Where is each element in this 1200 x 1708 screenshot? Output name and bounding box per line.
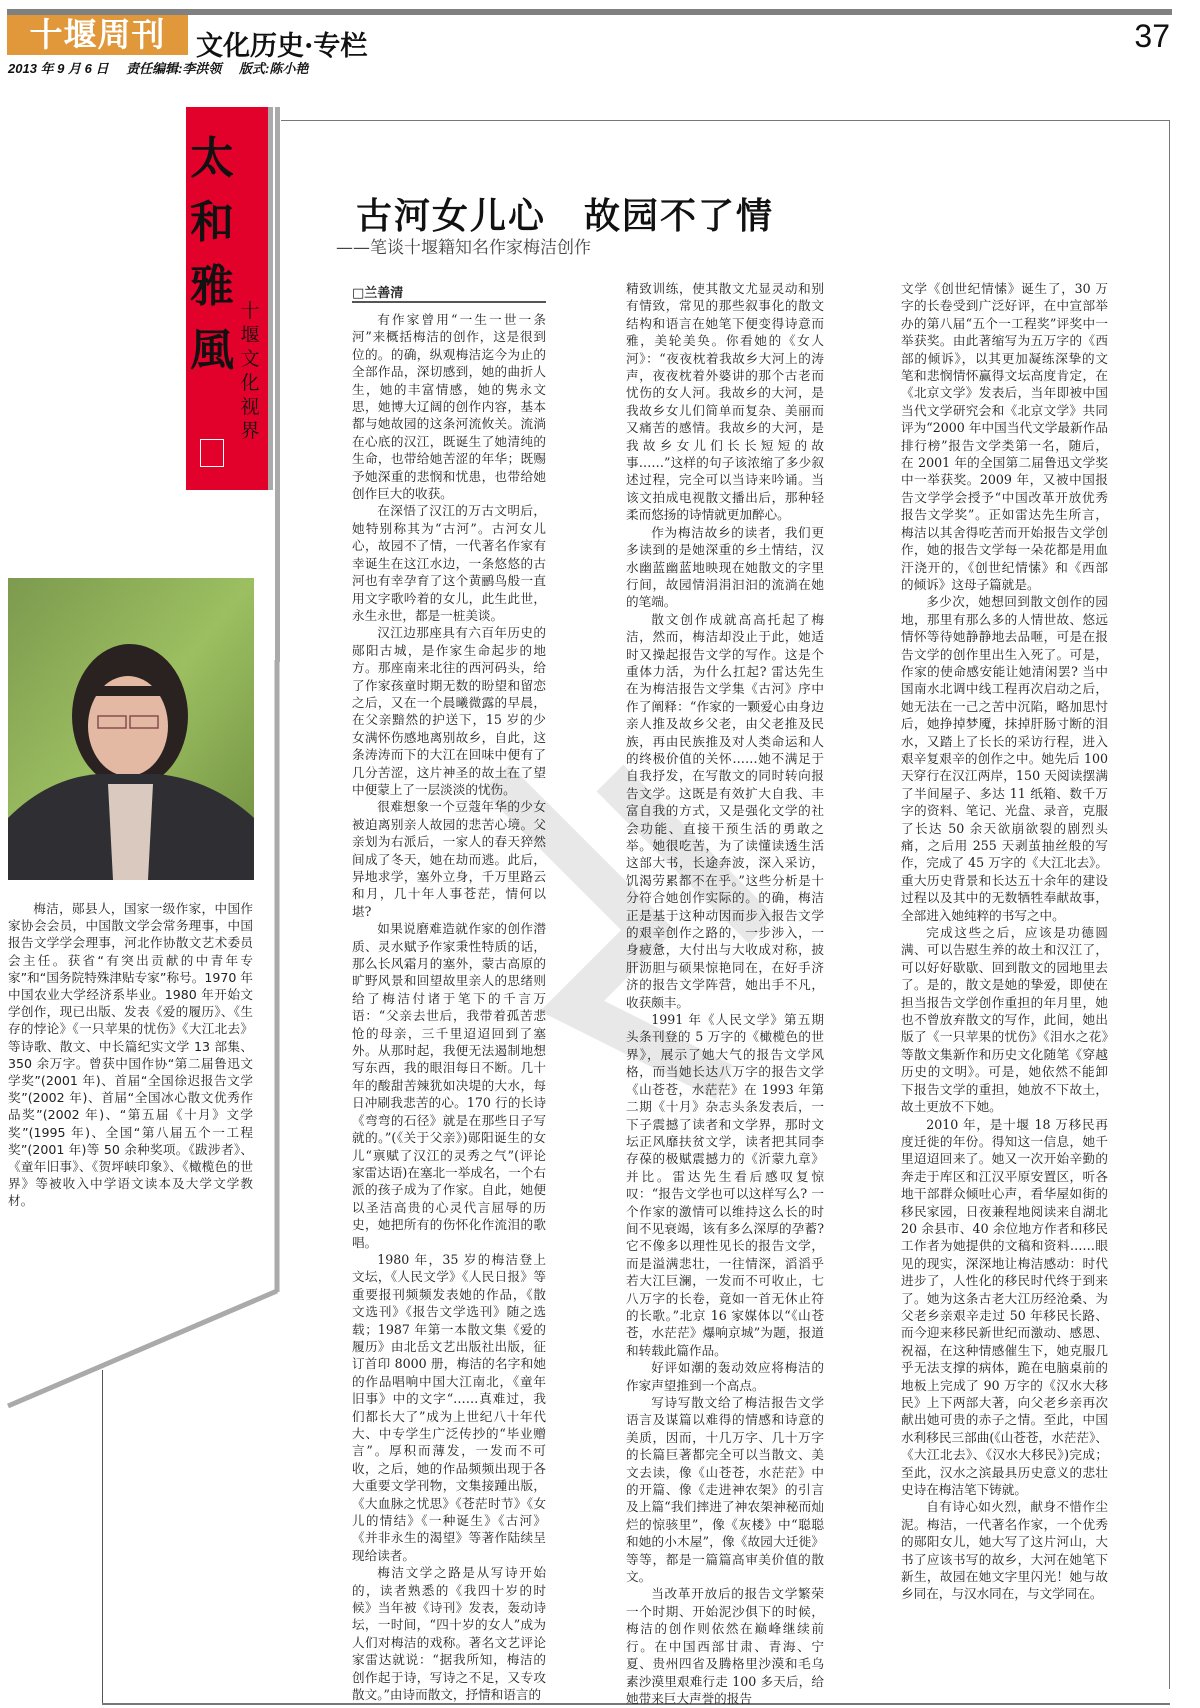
article-paragraph: 写诗写散文给了梅洁报告文学语言及谋篇以难得的情感和诗意的美质，因而，十几万字、几十万字的长篇巨著都完全可以当散文、美文去读，像《山苍苍，水茫茫》中的开篇、像《走进神农架》的引言及上篇“我们摔进了神农架神秘而灿烂的惊骇里”，像《灰楼》中“聪聪和她的小木屋”，像《故园大迁徙》等等，都是一篇篇高审美价值的散文。 [626,1395,824,1585]
portrait-image [8,578,254,880]
article-paragraph: 如果说磨难造就作家的创作潜质、灵水赋予作家秉性特质的话，那么长风霜月的塞外，蒙古高原的旷野风景和回望故里亲人的思绪则给了梅洁付诸于笔下的千言万语：“父亲去世后，我带着孤苦悲怆的母亲，三千里迢迢回到了塞外。从那时起，我便无法遏制地想写东西，我的眼泪每日不断。几十年的酸甜苦辣犹如决堤的大水，每日冲刷我悲苦的心。170 行的长诗《弯弯的石径》就是在那些日子写就的。”(《关于父亲》)郧阳诞生的女儿“禀赋了汉江的灵秀之气”(评论家雷达语)在塞北一举成名，一个右派的孩子成为了作家。自此，她便以圣洁高贵的心灵代言屈辱的历史，她把所有的伤怀化作流泪的歌唱。 [352,921,546,1250]
layout-credit: 版式:陈小艳 [239,61,309,76]
bio-text: 梅洁，郧县人，国家一级作家，中国作家协会会员，中国散文学会常务理事，中国报告文学学会理事，河北作协散文艺术委员会主任。获省“有突出贡献的中青年专家”和“国务院特殊津贴专家”称号。1970 年中国农业大学经济系毕业。1980 年开始文学创作，现已出版、发表《爱的履历》、《生存的悖论》《一只苹果的忧伤》《大江北去》等诗歌、散文、中长篇纪实文学 13 部集、350 余万字。曾获中国作协“第二届鲁迅文学奖”(2001 年)、首届“全国徐迟报告文学奖”(2002 年)、首届“全国冰心散文优秀作品奖”(2002 年)、“第五届《十月》文学奖”(1995 年)、全国“第八届五个一工程奖”(2001 年)等 50 余种奖项。《跋涉者》、《童年旧事》、《贺坪峡印象》、《橄榄色的世界》等被收入中学语文读本及大学文学教材。 [8,901,253,1209]
article-column-3 [901,280,1108,1603]
article-paragraph: 精致训练，使其散文尤显灵动和别有情致，常见的那些叙事化的散文结构和语言在她笔下便变得诗意而雅，美轮美奂。你看她的《女人河》：“夜夜枕着我故乡大河上的涛声，夜夜枕着外婆讲的那个古老而忧伤的女人河。我故乡的大河，是我故乡女儿们简单而复杂、美丽而又痛苦的感情。我故乡的大河，是我故乡女儿们长长短短的故事……”这样的句子该浓缩了多少叙述过程，完全可以当诗来吟诵。当该文拍成电视散文播出后，那种轻柔而悠扬的诗情就更加醉心。 [626,281,824,523]
section-title: 文化历史·专栏 [196,31,368,62]
calligraphy-char: 雅 [190,261,234,312]
article-paragraph: 作为梅洁故乡的读者，我们更多读到的是她深重的乡土情结，汉水幽蓝幽蓝地映现在她散文的字里行间，故园情涓涓汩汩的流淌在她的笔端。 [626,524,824,610]
editor-credit: 责任编辑:李洪领 [126,61,222,76]
article-paragraph: 好评如潮的轰动效应将梅洁的作家声望推到一个高点。 [626,1360,824,1393]
byline-rule [352,301,546,303]
frame-bottom-left-rule [102,1370,103,1703]
column-banner [186,107,273,490]
diagonal-rule [8,1291,277,1406]
article-paragraph: 散文创作成就高高托起了梅洁，然而，梅洁却没止于此，她适时又操起报告文学的写作。这是个重体力活，为什么扛起? 雷达先生在为梅洁报告文学集《古河》序中作了阐释：“作家的一颗爱心由身边亲人推及故乡父老，由父老推及民族，再由民族推及对人类命运和人的终极价值的关怀……她不满足于自我抒发，在写散文的同时转向报告文学。这既是有效扩大自我、丰富自我的方式，又是强化文学的社会功能、直接干预生活的勇敢之举。她很吃苦，为了读懂读透生活这部大书，长途奔波，深入采访，饥渴劳累都不在乎。”这些分析是十分符合她创作实际的。的确，梅洁正是基于这种动因而步入报告文学的艰辛创作之路的，一步涉入，一身疲惫，大付出与大收成对称，披肝沥胆与硕果惊艳同在，在好手济济的报告文学阵营，她出手不凡，收获颇丰。 [626,611,824,1010]
article-paragraph: 2010 年，是十堰 18 万移民再度迁徙的年份。得知这一信息，她千里迢迢回来了。她又一次开始辛勤的奔走于库区和江汉平原安置区，听各地干部群众倾吐心声，看华屋如街的移民家园，日夜兼程地阅读来自湖北 20 余县市、40 余位地方作者和移民工作者为她提供的文稿和资料……眼见的现实，深深地让梅洁感动：时代进步了，人性化的移民时代终于到来了。她为这条古老大江历经沧桑、为父老乡亲艰辛走过 50 年移民长路、而今迎来移民新世纪而激动、感恩、祝福，在这种情感催生下，她克服几乎无法支撑的病体，跪在电脑桌前的地板上完成了 90 万字的《汉水大移民》上下两部大著，向父老乡亲再次献出她可贵的赤子之情。至此，中国水利移民三部曲(《山苍苍，水茫茫》、《大江北去》、《汉水大移民》)完成；至此，汉水之滨最具历史意义的悲壮史诗在梅洁笔下铸就。 [901,1116,1108,1498]
masthead-logo: 十堰周刊 [7,15,188,55]
author-photo [8,578,254,880]
article-column-1 [352,311,546,1704]
article-title: 古河女儿心 故园不了情 [356,195,775,237]
article-subtitle: ——笔谈十堰籍知名作家梅洁创作 [336,238,591,258]
article-paragraph: 完成这些之后，应该是功德圆满、可以告慰生养的故土和汉江了，可以好好歇歇、回到散文的园地里去了。是的，散文是她的挚爱，即使在担当报告文学创作重担的年月里，她也不曾放弃散文的写作，此间，她出版了《一只苹果的忧伤》《泪水之花》等散文集新作和历史文化随笔《穿越历史的文明》。可是，她依然不能卸下报告文学的重担，她放不下故土，故土更放不下她。 [901,925,1108,1115]
article-paragraph: 梅洁文学之路是从写诗开始的，读者熟悉的《我四十岁的时候》当年被《诗刊》发表，轰动诗坛，一时间，“四十岁的女人”成为人们对梅洁的戏称。著名文艺评论家雷达就说：“据我所知，梅洁的创作起于诗，写诗之不足，又专攻散文。”由诗而散文，抒情和语言的 [352,1565,546,1703]
article-paragraph: 在深悟了汉江的万古文明后，她特别称其为“古河”。古河女儿心，故园不了情，一代著名作家有幸诞生在这江水边，一条悠悠的古河也有幸孕育了这个黄鹂鸟般一直用文字歌吟着的女儿，此生此世，永生永世，都是一桩美谈。 [352,503,546,623]
article-paragraph: 很难想象一个豆蔻年华的少女被迫离别亲人故园的悲苦心境。父亲划为右派后，一家人的春天猝然间成了冬天，她在劫而逃。此后，异地求学，塞外立身，千万里路云和月，几十年人事苍茫，情何以堪? [352,799,546,919]
article-paragraph: 1991 年《人民文学》第五期头条刊登的 5 万字的《橄榄色的世界》，展示了她大气的报告文学风格，而当她长达八万字的报告文学《山苍苍，水茫茫》在 1993 年第二期《十月》杂志头条发表后，一下子震撼了读者和文学界，那时文坛正风靡扶贫文学，读者把其同李存葆的极赋震撼力的《沂蒙九章》并比。雷达先生看后感叹复惊叹：“报告文学也可以这样写么? 一个作家的激情可以维持这么长的时间不见衰竭，该有多么深厚的孕蓄? 它不像多以理性见长的报告文学，而是溢满悲壮，一往情深，滔滔乎若大江巨澜，一发而不可收止，七八万字的长卷，竟如一首无休止符的长歌。”北京 16 家媒体以“《山苍苍，水茫茫》爆响京城”为题，报道和转载此篇作品。 [626,1012,824,1358]
banner-subtitle: 十堰文化视界 [240,300,260,442]
banner-calligraphy [190,127,234,383]
page-number: 37 [1134,18,1170,54]
author-bio [8,900,253,1210]
article-paragraph: 自有诗心如火烈，献身不惜作尘泥。梅洁，一代著名作家，一个优秀的郧阳女儿，她大写了这片河山，大书了应该书写的故乡，大河在她笔下新生，故园在她文字里闪光！她与故乡同在，与汉水同在，与文学同在。 [901,1499,1108,1602]
article-paragraph: 有作家曾用“一生一世一条河”来概括梅洁的创作，这是很到位的。的确，纵观梅洁迄今为止的全部作品，深切感到，她的曲折人生，她的丰富情感，她的隽永文思，她博大辽阔的创作内容，基本都与她故园的这条河流攸关。流淌在心底的汉江，既诞生了她清纯的生命，也带给她苦涩的年华；既赐予她深重的悲悯和忧患，也带给她创作巨大的收获。 [352,312,546,502]
article-column-2 [626,280,824,1707]
seal-stamp-icon [200,439,224,467]
calligraphy-char: 風 [190,325,234,376]
calligraphy-char: 太 [190,133,234,184]
article-paragraph: 汉江边那座具有六百年历史的郧阳古城，是作家生命起步的地方。那座南来北往的西河码头，给了作家孩童时期无数的盼望和留恋之后，又在一个晨曦微露的早晨，在父亲黯然的护送下，15 岁的少女满怀伤感地离别故乡，自此，这条涛涛而下的大江在回味中便有了几分苦涩，这片神圣的故土在了望中便蒙上了一层淡淡的忧伤。 [352,625,546,797]
issue-date: 2013 年 9 月 6 日 [8,61,109,76]
article-paragraph: 文学《创世纪情愫》诞生了，30 万字的长卷受到广泛好评，在中宣部举办的第八届“五个一工程奖”评奖中一举获奖。由此著缩写为五万字的《西部的倾诉》，以其更加凝练深挚的文笔和悲悯情怀赢得文坛高度肯定，在《北京文学》发表后，当年即被中国当代文学研究会和《北京文学》共同评为“2000 年中国当代文学最新作品排行榜”报告文学类第一名，随后，在 2001 年的全国第二届鲁迅文学奖中一举获奖。2009 年，又被中国报告文学学会授予“中国改革开放优秀报告文学奖”。正如雷达先生所言，梅洁以其舍得吃苦而开始报告文学创作，她的报告文学每一朵花都是用血汗浇开的，《创世纪情愫》和《西部的倾诉》这母子篇就是。 [901,281,1108,592]
byline: □兰善清 [352,286,404,301]
calligraphy-char: 和 [190,197,234,248]
article-paragraph: 当改革开放后的报告文学繁荣一个时期、开始泥沙俱下的时候，梅洁的创作则依然在巅峰继续前行。在中国西部甘肃、青海、宁夏、贵州四省及腾格里沙漠和毛乌素沙漠里艰难行走 100 多天后，给她带来巨大声誉的报告 [626,1586,824,1706]
article-paragraph: 多少次，她想回到散文创作的园地，那里有那么多的人情世故、悠远情怀等待她静静地去品咂，可是在报告文学的创作里出生入死了。可是，作家的使命感安能让她清闲罢? 当中国南水北调中线工程再次启动之后，她无法在一己之苦中沉陷，略加思忖后，她挣掉梦魇，抹掉肝肠寸断的泪水，又踏上了长长的采访行程，进入艰辛复艰辛的创作之中。她先后 100 天穿行在汉江两岸，150 天阅读摆满了半间屋子、多达 11 纸箱、数千万字的资料、笔记、光盘、录音，克服了长达 50 余天欲崩欲裂的剧烈头痛，之后用 255 天剥茧抽丝般的写作，完成了 45 万字的《大江北去》。重大历史背景和长达五十余年的建设过程以及其中的无数牺牲奉献故事，全部进入她纯粹的书写之中。 [901,594,1108,923]
article-paragraph: 1980 年，35 岁的梅洁登上文坛，《人民文学》《人民日报》等重要报刊频频发表她的作品，《散文选刊》《报告文学选刊》随之选载；1987 年第一本散文集《爱的履历》由北岳文艺出版社出版，征订首印 8000 册，梅洁的名字和她的作品唱响中国大江南北，《童年旧事》中的文字“……真难过，我们都长大了”成为上世纪八十年代大、中专学生广泛传抄的“毕业赠言”。厚积而薄发，一发而不可收，之后，她的作品频频出现于各大重要文学刊物，文集接踵出版，《大血脉之忧思》《苍茫时节》《女儿的情结》《一种诞生》《古河》《并非永生的渴望》等著作陆续呈现给读者。 [352,1251,546,1563]
